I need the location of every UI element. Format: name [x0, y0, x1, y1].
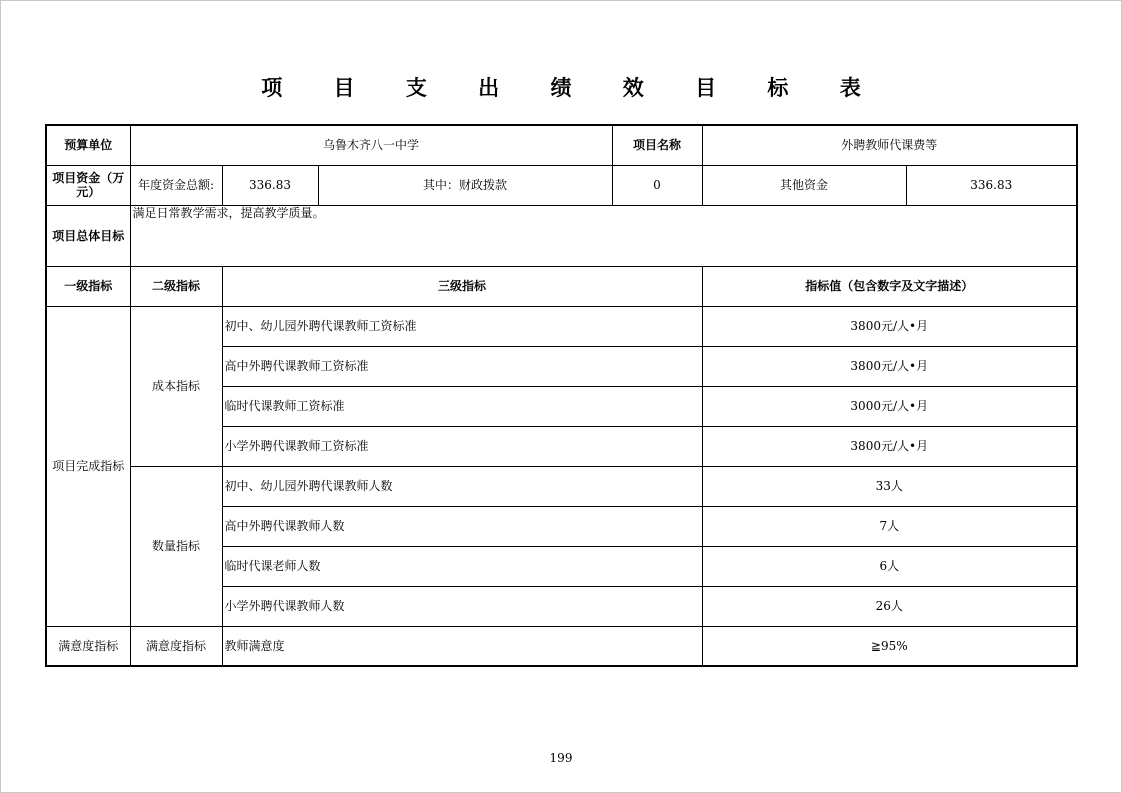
indicator-cell: 高中外聘代课教师工资标准	[222, 346, 702, 386]
indicator-cell: 初中、幼儿园外聘代课教师人数	[222, 466, 702, 506]
fiscal-value: 0	[612, 165, 702, 205]
indicator-value-cell: 3000元/人•月	[702, 386, 1077, 426]
budget-unit-value: 乌鲁木齐八一中学	[130, 125, 612, 165]
level3-header: 三级指标	[222, 266, 702, 306]
annual-total-label: 年度资金总额:	[130, 165, 222, 205]
performance-target-table	[45, 124, 1078, 667]
indicator-cell: 临时代课教师工资标准	[222, 386, 702, 426]
completion-group-cell: 项目完成指标	[46, 306, 130, 626]
table-row	[46, 466, 1077, 506]
goal-row	[46, 205, 1077, 266]
level2-header: 二级指标	[130, 266, 222, 306]
table-row	[46, 626, 1077, 666]
other-funds-value: 336.83	[906, 165, 1077, 205]
funds-row	[46, 165, 1077, 205]
satisfaction-level1-cell: 满意度指标	[46, 626, 130, 666]
indicator-cell: 初中、幼儿园外聘代课教师工资标准	[222, 306, 702, 346]
indicator-cell: 教师满意度	[222, 626, 702, 666]
funds-label: 项目资金（万元）	[46, 165, 130, 205]
table-row	[46, 306, 1077, 346]
fiscal-label: 其中：财政拨款	[318, 165, 612, 205]
budget-unit-row	[46, 125, 1077, 165]
level1-header: 一级指标	[46, 266, 130, 306]
indicator-value-cell: 3800元/人•月	[702, 426, 1077, 466]
goal-label: 项目总体目标	[46, 205, 130, 266]
other-funds-label: 其他资金	[702, 165, 906, 205]
value-header: 指标值（包含数字及文字描述）	[702, 266, 1077, 306]
indicator-cell: 小学外聘代课教师工资标准	[222, 426, 702, 466]
indicator-cell: 高中外聘代课教师人数	[222, 506, 702, 546]
column-header-row	[46, 266, 1077, 306]
indicator-value-cell: ≧95%	[702, 626, 1077, 666]
quantity-group-cell: 数量指标	[130, 466, 222, 626]
indicator-cell: 小学外聘代课教师人数	[222, 586, 702, 626]
indicator-value-cell: 26人	[702, 586, 1077, 626]
goal-value: 满足日常教学需求，提高教学质量。	[130, 205, 1077, 266]
project-name-label: 项目名称	[612, 125, 702, 165]
indicator-value-cell: 6人	[702, 546, 1077, 586]
annual-total-value: 336.83	[222, 165, 318, 205]
budget-unit-label: 预算单位	[46, 125, 130, 165]
page-title: 项 目 支 出 绩 效 目 标 表	[261, 76, 883, 100]
indicator-value-cell: 7人	[702, 506, 1077, 546]
project-name-value: 外聘教师代课费等	[702, 125, 1077, 165]
indicator-cell: 临时代课老师人数	[222, 546, 702, 586]
indicator-value-cell: 3800元/人•月	[702, 306, 1077, 346]
indicator-value-cell: 33人	[702, 466, 1077, 506]
cost-group-cell: 成本指标	[130, 306, 222, 466]
page-number: 199	[549, 751, 573, 765]
satisfaction-level2-cell: 满意度指标	[130, 626, 222, 666]
indicator-value-cell: 3800元/人•月	[702, 346, 1077, 386]
